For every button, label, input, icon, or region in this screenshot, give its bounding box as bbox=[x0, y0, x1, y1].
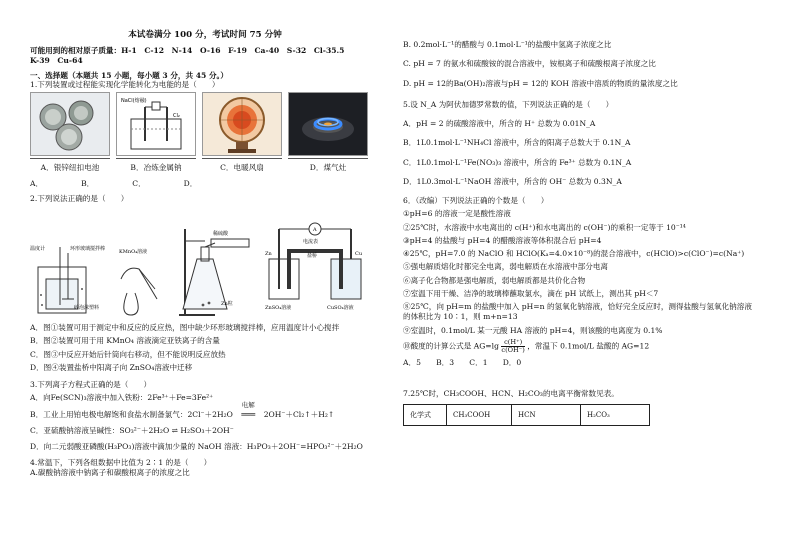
ag-numerator: c(H⁺) bbox=[501, 339, 524, 347]
q6-item-7: ⑦室温下用干燥、洁净的玻璃棒蘸取氯水，滴在 pH 试纸上，测出其 pH＜7 bbox=[403, 288, 659, 298]
heater-fan-image bbox=[202, 92, 282, 156]
stir-label: 环形玻璃搅拌棒 bbox=[70, 246, 105, 253]
q2-option-b[interactable]: B．图②装置可用于用 KMnO₄ 溶液滴定亚铁离子的含量 bbox=[30, 336, 220, 346]
q6-item-8-cont: 的体积比为 10∶1，则 m+n=13 bbox=[403, 312, 518, 322]
ammeter-label: 电流表 bbox=[303, 239, 319, 246]
section-heading: 一、选择题（本题共 15 小题，每小题 3 分，共 45 分。） bbox=[30, 70, 228, 80]
table-header-cell: H₂CO₃ bbox=[581, 405, 650, 426]
q6-item-8: ⑧25℃，向 pH=m 的盐酸中加入 pH=n 的氢氧化钠溶液，恰好完全反应时，测得盐酸与氢氧化钠溶液 bbox=[403, 302, 752, 311]
atomic-masses-cont: K-39 Cu-64 bbox=[30, 55, 83, 65]
q5-option-a[interactable]: A．pH = 2 的硫酸溶液中，所含的 H⁺ 总数为 0.01N_A bbox=[403, 119, 596, 128]
q4-option-b[interactable]: B. 0.2mol·L⁻¹的醋酸与 0.1mol·L⁻¹的盐酸中氢离子浓度之比 bbox=[403, 40, 612, 49]
zn-electrode-label: Zn bbox=[265, 251, 272, 258]
q2-option-c[interactable]: C．图③中反应开始后针筒向右移动，但不能说明反应放热 bbox=[30, 349, 226, 359]
q4-stem: 4.常温下，下列各组数据中比值为 2∶1 的是（ ） bbox=[30, 458, 212, 468]
electrolysis-image bbox=[116, 92, 196, 156]
q3-option-c[interactable]: C．亚硫酸钠溶液呈碱性：SO₃²⁻＋2H₂O ⇌ H₂SO₃＋2OH⁻ bbox=[30, 425, 234, 435]
heater-fan-icon bbox=[203, 93, 281, 155]
znso4-label: ZnSO₄溶液 bbox=[265, 305, 292, 312]
q3-option-b[interactable] bbox=[30, 400, 380, 419]
q1-choice-d[interactable]: D． bbox=[183, 178, 198, 188]
button-battery-icon bbox=[31, 93, 109, 155]
q1-images bbox=[30, 92, 380, 156]
salt-bridge-label: 盐桥 bbox=[307, 253, 318, 260]
q6-item-9: ⑨室温时，0.1mol/L 某一元酸 HA 溶液的 pH=4，则该酸的电离度为 0.1% bbox=[403, 325, 663, 335]
gas-syringe-diagram bbox=[175, 219, 255, 319]
q5-option-d[interactable]: D．1L0.3mol·L⁻¹NaOH 溶液中，所含的 OH⁻ 总数为 0.3N_A bbox=[403, 176, 622, 186]
q6-item-1: ①pH=6 的溶液一定是酸性溶液 bbox=[403, 209, 511, 219]
q6-item-4: ④25℃，pH=7.0 的 NaClO 和 HClO(Kₐ=4.0×10⁻⁸)的混合溶液中，c(HClO)>c(ClO⁻)=c(Na⁺) bbox=[403, 249, 745, 258]
q6-item-5: ⑤强电解质熔化时都完全电离，弱电解质在水溶液中部分电离 bbox=[403, 262, 609, 272]
nacl-label: NaCl(熔融) bbox=[121, 98, 147, 105]
titration-diagram bbox=[115, 239, 165, 319]
gas-stove-image bbox=[288, 92, 368, 156]
q1-choice-a[interactable]: A． bbox=[30, 178, 44, 188]
q2-stem: 2.下列说法正确的是（ ） bbox=[30, 193, 129, 203]
ammeter-a-label: A bbox=[313, 227, 317, 234]
dilute-acid-label: 稀硫酸 bbox=[213, 231, 229, 238]
caption-c: C．电暖风扇 bbox=[202, 158, 282, 172]
right-column bbox=[403, 40, 768, 426]
exam-title: 本试卷满分 100 分，考试时间 75 分钟 bbox=[128, 30, 282, 40]
table-header-cell: 化学式 bbox=[404, 405, 447, 426]
electrolysis-condition: 电解 bbox=[241, 400, 255, 409]
ag-formula-prefix: ⑩酸度的计算公式是 AG=lg bbox=[403, 341, 499, 351]
table-header-cell: CH₃COOH bbox=[447, 405, 512, 426]
q4-option-c[interactable]: C. pH = 7 的氨水和硫酸铵的混合溶液中，铵根离子和硫酸根离子浓度之比 bbox=[403, 59, 656, 69]
caption-d: D．煤气灶 bbox=[288, 158, 368, 172]
left-column bbox=[30, 30, 380, 477]
q5-stem: 5.设 N_A 为阿伏加德罗常数的值，下列说法正确的是（ ） bbox=[403, 99, 614, 109]
cu-electrode-label: Cu bbox=[355, 251, 363, 258]
q6-item-10 bbox=[403, 339, 768, 354]
q7-stem: 7.25℃时，CH₃COOH、HCN、H₂CO₃的电离平衡常数见表。 bbox=[403, 388, 619, 398]
electrolysis-cell-icon bbox=[117, 93, 195, 155]
q2-option-d[interactable]: D．图④装置盐桥中阳离子向 ZnSO₄溶液中迁移 bbox=[30, 362, 193, 372]
q6-choices[interactable]: A．5 B．3 C．1 D．0 bbox=[403, 357, 522, 367]
kmno4-label: KMnO₄溶液 bbox=[119, 249, 148, 256]
cuso4-label: CuSO₄溶液 bbox=[327, 305, 354, 312]
q3-option-b-right: 2OH⁻＋Cl₂↑＋H₂↑ bbox=[263, 409, 335, 419]
calorimeter-diagram bbox=[30, 239, 105, 319]
q1-choice-c[interactable]: C． bbox=[132, 178, 146, 188]
q1-captions bbox=[30, 158, 380, 172]
q5-option-b[interactable]: B．1L0.1mol·L⁻¹NH₄Cl 溶液中，所含的阳离子总数大于 0.1N_A bbox=[403, 138, 631, 148]
galvanic-cell-diagram bbox=[265, 219, 365, 319]
q4-option-a[interactable]: A.碳酸钠溶液中钠离子和碳酸根离子的浓度之比 bbox=[30, 467, 190, 477]
q6-item-2: ②25℃时，水溶液中水电离出的 c(H⁺)和水电离出的 c(OH⁻)的乘积一定等于 10⁻¹⁴ bbox=[403, 222, 686, 232]
q3-option-d[interactable]: D．向二元弱酸亚磷酸(H₃PO₃)溶液中滴加少量的 NaOH 溶液：H₃PO₃＋2OH⁻=HPO₃²⁻＋2H₂O bbox=[30, 442, 363, 452]
caption-a: A．银锌纽扣电池 bbox=[30, 158, 110, 172]
table-row bbox=[404, 405, 650, 426]
cl2-label: Cl₂ bbox=[173, 113, 180, 120]
caption-b: B．冶炼金属钠 bbox=[116, 158, 196, 172]
thermometer-label: 温度计 bbox=[30, 246, 46, 253]
foam-label: 碎泡沫塑料 bbox=[74, 305, 100, 312]
q1-choices bbox=[30, 179, 380, 188]
q3-option-b-left: B．工业上用铂电极电解饱和食盐水制备氯气：2Cl⁻＋2H₂O bbox=[30, 409, 233, 419]
gas-flame-icon bbox=[289, 93, 367, 155]
ionization-constant-table bbox=[403, 404, 650, 426]
q1-choice-b[interactable]: B． bbox=[81, 178, 95, 188]
ag-formula-suffix: ，常温下 0.1mol/L 盐酸的 AG=12 bbox=[527, 341, 650, 351]
button-battery-image bbox=[30, 92, 110, 156]
q2-apparatus bbox=[30, 209, 380, 319]
q3-stem: 3.下列离子方程式正确的是（ ） bbox=[30, 380, 152, 390]
electrolysis-arrow: 电解 ═══ bbox=[235, 410, 261, 419]
zn-pellet-label: Zn粒 bbox=[221, 301, 233, 308]
atomic-masses: 可能用到的相对原子质量：H-1 C-12 N-14 O-16 F-19 Ca-40 S-32 Cl-35.5 bbox=[30, 46, 345, 56]
q1-stem: 1.下列装置或过程能实现化学能转化为电能的是（ ） bbox=[30, 80, 220, 90]
q6-item-6: ⑥离子化合物都是强电解质，弱电解质都是共价化合物 bbox=[403, 275, 586, 285]
q5-option-c[interactable]: C．1L0.1mol·L⁻¹Fe(NO₃)₃ 溶液中，所含的 Fe³⁺ 总数为 0.1N_A bbox=[403, 157, 632, 167]
q4-option-d[interactable]: D. pH = 12的Ba(OH)₂溶液与pH = 12的 KOH 溶液中溶质的物质的量浓度之比 bbox=[403, 78, 678, 88]
q6-item-3: ③pH=4 的盐酸与 pH=4 的醋酸溶液等体积混合后 pH=4 bbox=[403, 235, 602, 245]
q6-stem: 6．（改编）下列说法正确的个数是（ ） bbox=[403, 196, 549, 205]
table-header-cell: HCN bbox=[512, 405, 581, 426]
ag-fraction bbox=[501, 339, 524, 354]
q2-option-a[interactable]: A．图①装置可用于测定中和反应的反应热，图中缺少环形玻璃搅拌棒，应用温度计小心搅拌 bbox=[30, 323, 340, 333]
ag-denominator: c(OH⁻) bbox=[501, 345, 525, 354]
q3-option-a[interactable]: A．向Fe(SCN)₃溶液中加入铁粉：2Fe³⁺＋Fe=3Fe²⁺ bbox=[30, 393, 214, 403]
